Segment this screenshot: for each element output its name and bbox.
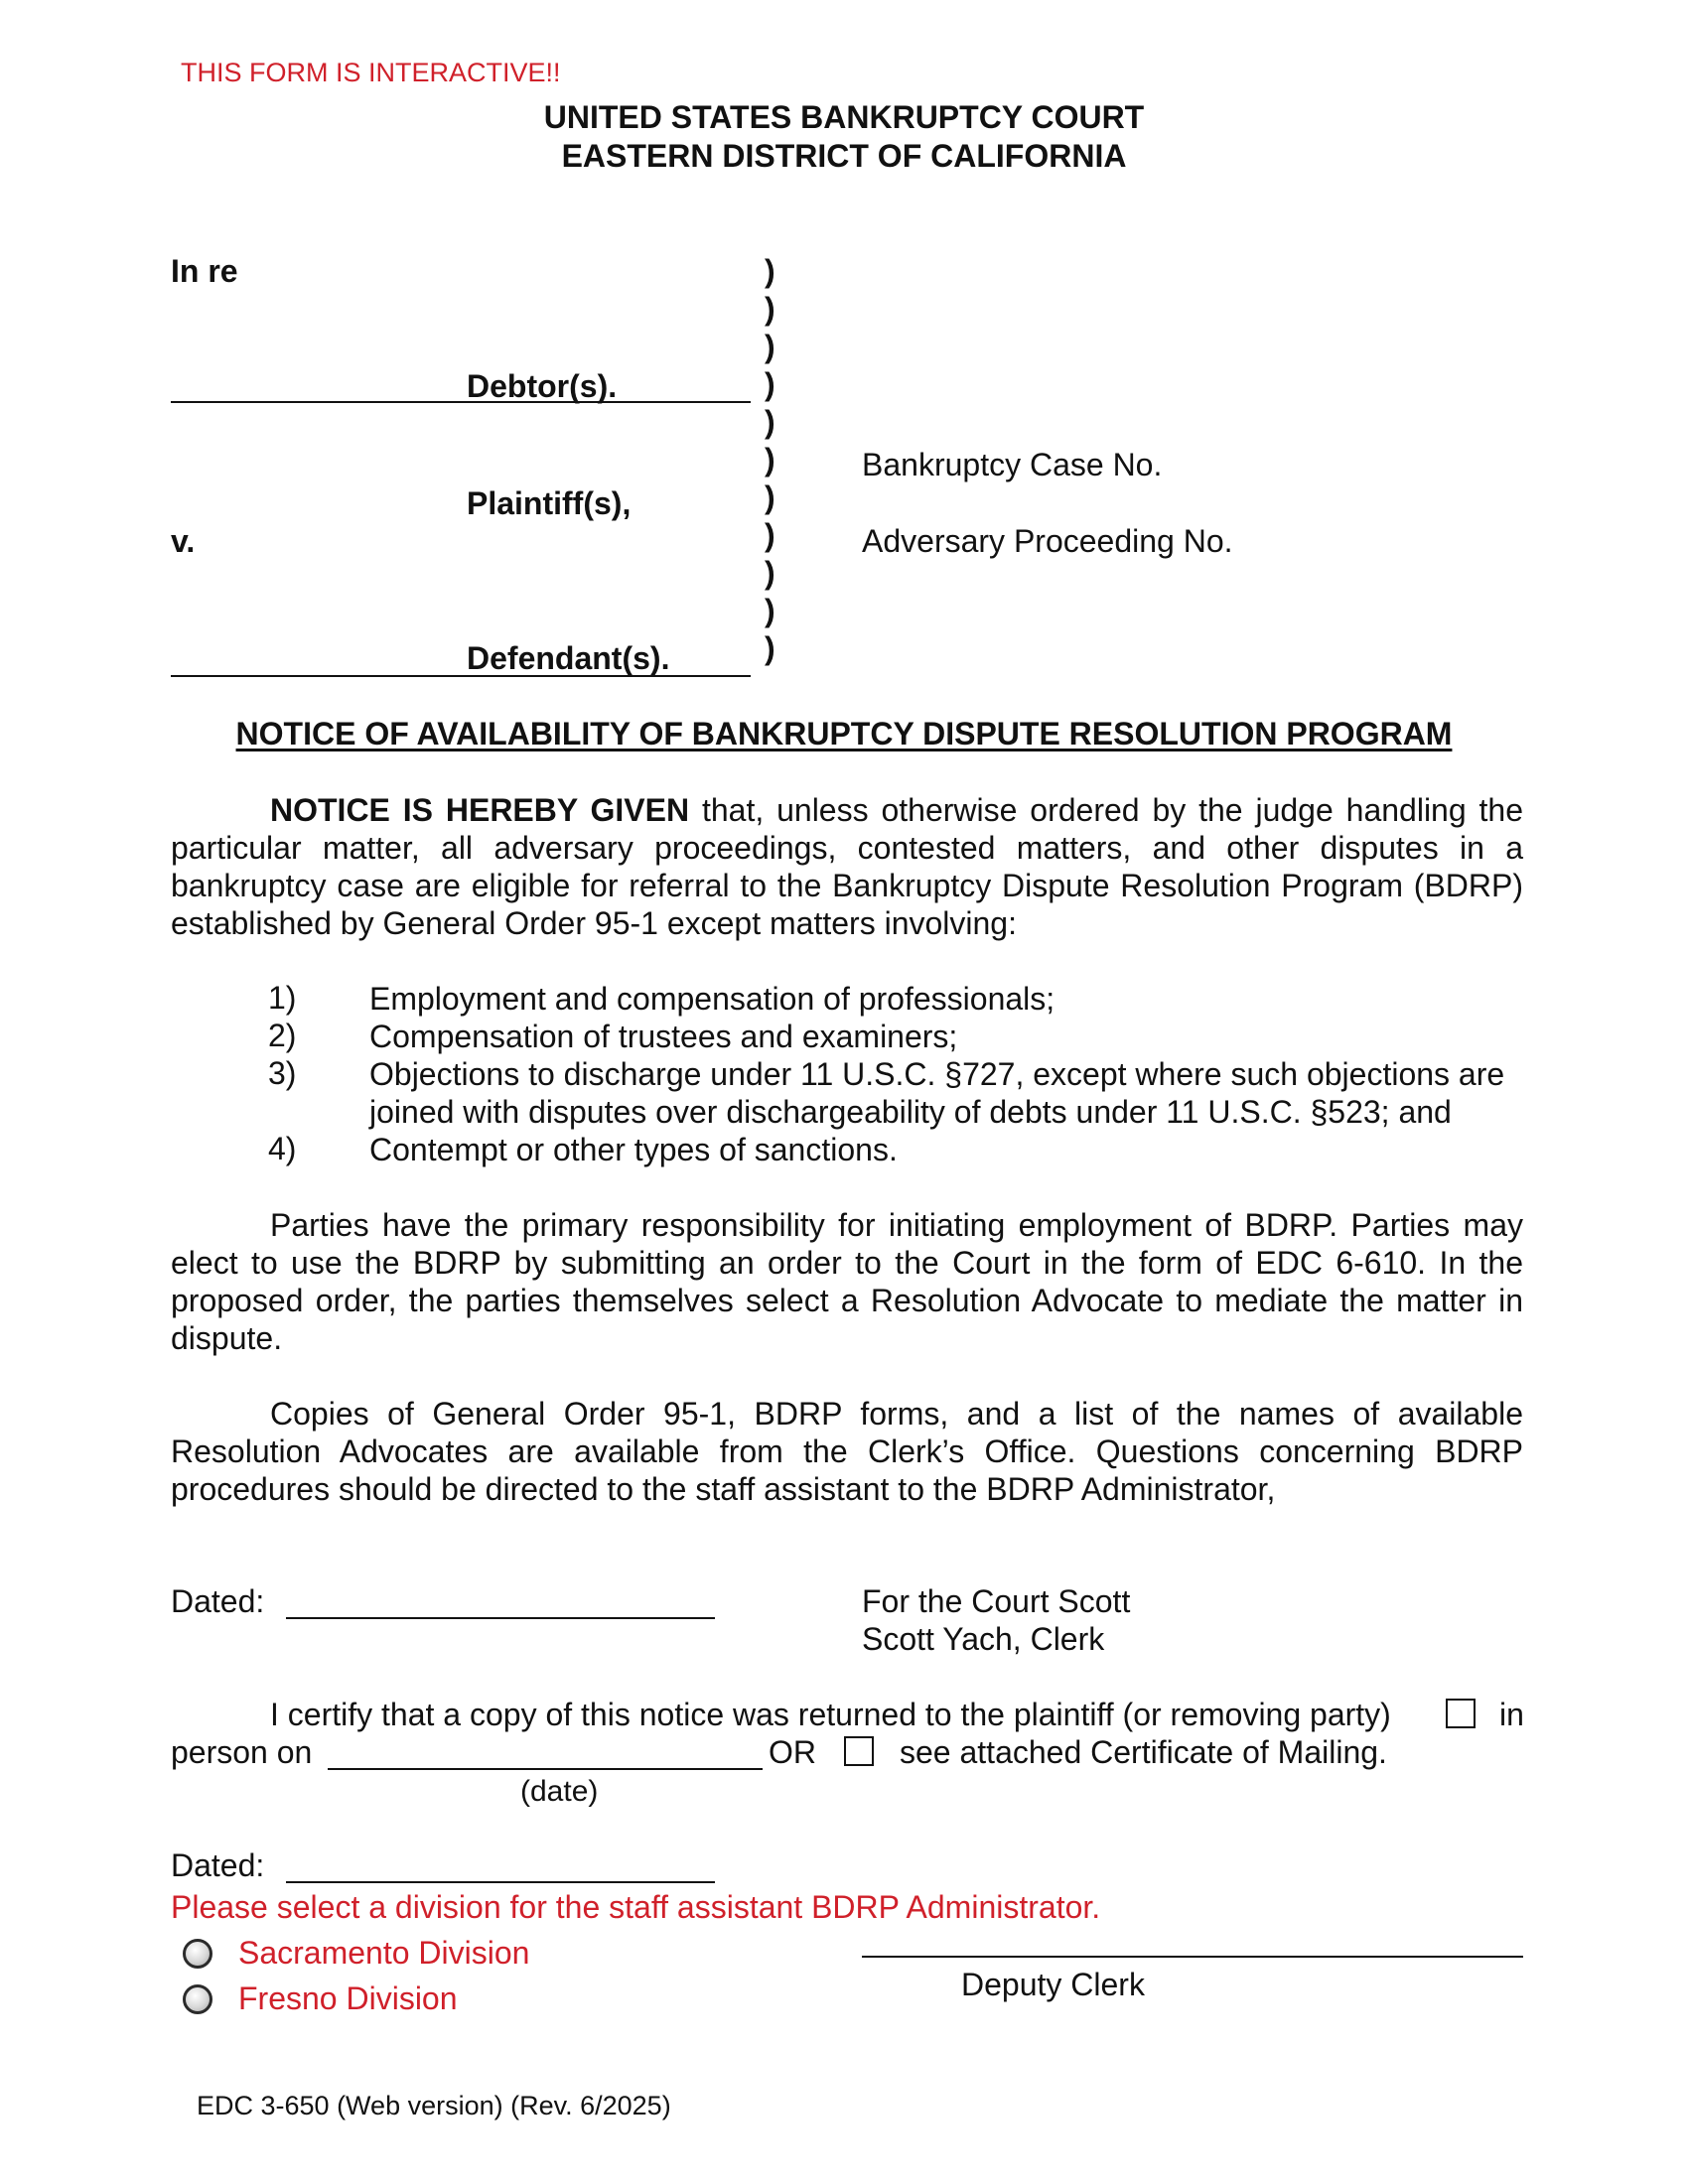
- certify-or: OR: [769, 1734, 816, 1770]
- notice-title: NOTICE OF AVAILABILITY OF BANKRUPTCY DISPUTE RESOLUTION PROGRAM: [235, 716, 1453, 751]
- paren: ): [765, 442, 775, 478]
- intro-lead: NOTICE IS HEREBY GIVEN: [270, 792, 690, 828]
- debtor-line: [171, 401, 751, 403]
- paren: ): [765, 517, 775, 553]
- paren: ): [765, 593, 775, 628]
- for-court-line1: For the Court Scott: [862, 1583, 1131, 1619]
- dated-field[interactable]: [286, 1583, 715, 1619]
- debtors-label: Debtor(s).: [467, 368, 618, 404]
- deputy-clerk-label: Deputy Clerk: [961, 1967, 1145, 2002]
- paren: ): [765, 329, 775, 364]
- case-no-label: Bankruptcy Case No.: [862, 447, 1163, 482]
- certify-text: I certify that a copy of this notice was returned to the plaintiff (or removing party): [270, 1697, 1391, 1732]
- paren: ): [765, 555, 775, 591]
- division-prompt: Please select a division for the staff assistant BDRP Administrator.: [171, 1889, 1101, 1925]
- court-district: EASTERN DISTRICT OF CALIFORNIA: [561, 138, 1127, 174]
- dated-field-2[interactable]: [286, 1847, 715, 1883]
- signature-line: [862, 1956, 1523, 1958]
- certify-person-on: person on: [171, 1734, 313, 1770]
- court-name: UNITED STATES BANKRUPTCY COURT: [543, 99, 1145, 135]
- list-item-number: 4): [268, 1131, 297, 1166]
- interactive-notice: THIS FORM IS INTERACTIVE!!: [181, 58, 561, 87]
- sacramento-division-radio[interactable]: [183, 1939, 212, 1969]
- paragraph-copies-text: Copies of General Order 95-1, BDRP forms, and a list of the names of available Resolution Advocates are available from the Clerk’s Office. Questions concerning BDRP procedures should be directed to the staff assistant to the BDRP Administrator,: [171, 1396, 1523, 1507]
- list-item: Contempt or other types of sanctions.: [369, 1132, 898, 1167]
- list-item: Compensation of trustees and examiners;: [369, 1019, 958, 1054]
- mailing-checkbox[interactable]: [844, 1736, 874, 1766]
- in-person-checkbox[interactable]: [1446, 1699, 1476, 1728]
- sacramento-division-label[interactable]: Sacramento Division: [238, 1935, 530, 1971]
- list-item-number: 1): [268, 980, 297, 1016]
- list-item-number: 2): [268, 1018, 297, 1053]
- form-footer: EDC 3-650 (Web version) (Rev. 6/2025): [197, 2091, 671, 2120]
- list-item: Objections to discharge under 11 U.S.C. §727, except where such objections are joined with disputes over dischargeability of debts under 11 U.S.C. §523; and: [369, 1056, 1505, 1130]
- certify-in: in: [1499, 1697, 1524, 1732]
- for-court-line2: Scott Yach, Clerk: [862, 1621, 1105, 1657]
- versus-label: v.: [171, 523, 196, 559]
- paragraph-employment: [171, 1206, 1523, 1357]
- paren: ): [765, 630, 775, 666]
- list-item-number: 3): [268, 1055, 297, 1091]
- paren: ): [765, 366, 775, 402]
- paren: ): [765, 479, 775, 515]
- paren: ): [765, 404, 775, 440]
- paragraph-copies: [171, 1395, 1523, 1508]
- intro-paragraph: [171, 791, 1523, 942]
- dated-label: Dated:: [171, 1847, 265, 1883]
- dated-label: Dated:: [171, 1583, 265, 1619]
- fresno-division-label[interactable]: Fresno Division: [238, 1980, 458, 2016]
- paren: ): [765, 291, 775, 327]
- list-item: Employment and compensation of professionals;: [369, 981, 1055, 1017]
- fresno-division-radio[interactable]: [183, 1984, 212, 2014]
- in-re-label: In re: [171, 253, 238, 289]
- adversary-no-label: Adversary Proceeding No.: [862, 523, 1233, 559]
- paren: ): [765, 253, 775, 289]
- plaintiffs-label: Plaintiff(s),: [467, 485, 632, 521]
- date-caption: (date): [520, 1775, 599, 1808]
- defendants-label: Defendant(s).: [467, 640, 670, 676]
- paragraph-employment-text: Parties have the primary responsibility for initiating employment of BDRP. Parties may elect to use the BDRP by submitting an order to the Court in the form of EDC 6-610. In the proposed order, the parties themselves select a Resolution Advocate to mediate the matter in dispute.: [171, 1207, 1523, 1356]
- intro-text: that, unless otherwise ordered by the judge handling the particular matter, all adversary proceedings, contested matters, and other disputes in a bankruptcy case are eligible for referral to the Bankruptcy Dispute Resolution Program (BDRP) established by General Order 95-1 except matters involving:: [171, 792, 1523, 941]
- returned-date-field[interactable]: [328, 1734, 763, 1770]
- certify-mailing: see attached Certificate of Mailing.: [900, 1734, 1387, 1770]
